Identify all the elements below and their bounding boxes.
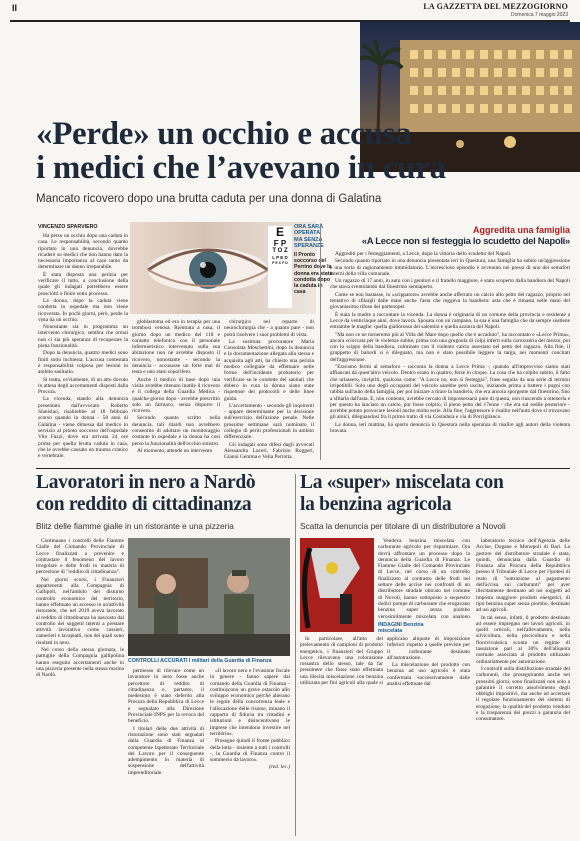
- fuel-nozzle-illustration: [300, 538, 374, 632]
- top-story-byline: VINCENZO SPARVIERO: [38, 224, 98, 230]
- nardo-headline-line1: Lavoratori in nero a Nardò: [36, 472, 256, 493]
- guardia-finanza-photo: [128, 538, 290, 656]
- side-story-body: Aggrediti per i festeggiamenti, a Lecce, dopo la vittoria dello scudetto del Napoli. Secondo quanto riportato in una denuncia presentata ieri in Questura, una famiglia ha subito un'aggressione e una sorta di ragionamento intimidatorio. L'increscioso episodio è avvenuto nei pressi di uno dei semafori interni della villa comunale. Un ragazzo di 17 anni, in auto con i genitori e il fratello maggiore, è stato scoperto dalla bandiera del Napoli che stava sventolando dal finestrino semiaperto. Come se non bastasse, lo «scippatore» avrebbe anche afferrato un calcio allo petto del ragazzo, proprio nel tentativo di sfilargli dalle mani anche l'asta che reggeva la bandiera: asta che è rimasta nelle mani del giovanissimo tifoso dei partenopei. È stata la madre a raccontare la vicenda. La donna è originaria di un comune della provincia e residente a Lecce da venticinque anni, dove lavora. Sposata con un campano, la sua è una famiglia che da sempre sostiene entrambe le maglie: quella giallorossa dei salentini e quella azzurra del Napoli. "Ma non ce ne torneremo più al Villa del Mare dopo quello che è accaduto", ha raccontato e «Lecce Prima», ancora scioccata per le violenze subite, prima con una grugnola di colpi inferti sulla carrozzeria del mezzo, poi con lo scippo della bandiera, culminato con il violento calcio assestato nel petto del ragazzo. Alla fine, il gruppetto di balordi si è dileguato, ma non è stato possibile leggere la targa, nei momenti concitati dell'aggressione. "Eravamo fermi al semaforo - racconta la donna a Lecce Prima -, quando all'improvviso siamo stati affiancati da quest'altro veicolo. Dentro erano in quattro, forse in cinque. La cosa che ha colpito subito, il fatto che urlassero, invipriti, qualcosa come: "A Lecce no, non si festeggia", frase seguita da una serie di termini irripetibili. Solo uno degli occupanti del veicolo sarebbe però uscito, iniziando prima a battere i pugni con rabbia sull'auto della famiglia, per poi iniziare a tirare la bandiera, che era ancora sporgente dal finestrino, fino a sfilarla dall'asta. E, non contento, avrebbe cercato di impossessarsi pure di questa, non riuscendo a ottenerla e per questo ha lanciato un calcio, pur fosse colpito, il pieno petto del 17enne - che era sul sedile posteriore - avrebbe potuto provocare lesioni anche molto serie. Alla fine, l'aggressore è risalito nell'auto dove si trovavano gli amici, dileguandosi fra il primo tratto di via Costadura e via di Porciglianco. La donna, ieri mattina, ha sporto denuncia in Questura nella speranza di risalire agli autori della violenta bravata.: [330, 251, 570, 435]
- benzina-headline-line2: la benzina agricola: [300, 494, 452, 515]
- top-story-headline-line2: i medici che l’avevano in cura: [36, 150, 446, 186]
- top-story-column-1: Ha perso un occhio dopo una caduta in casa. Le responsabilità, secondo quanto riportato in una denuncia, dovrebbe ricadere su medici che non hanno dato la necessaria importanza al caso tanto da determinare un danno irreparabile. È stata disposta una perizia per verificare il tutto, a conclusione della quale gli indagati potrebbero essere prosciolti o finire sotto processo. La donna, dopo la caduta viene condotta in ospedale ma non viene ricoverata. In pochi giorni, però, perde la vista da un occhio. Nonostante sia in programma un intervento chirurgico, sembra che ormai non ci sia più speranza di recuperare la piena funzionalità. Dopo la denuncia, quattro medici sono finiti sotto inchiesta. L'accusa contestata è responsabilità colposa per lesioni in ambito sanitario. Si tratta, ovviamente, di un atto dovuto in attesa degli accertamenti disposti dalla Procura. La vicenda, stando alla denuncia presentata dall'avvocato Roberto Stanislao, risalirebbe al 18 febbraio scorso quando la donna - 58 anni di Galatina - viene dimessa dal medico in servizio al pronto soccorso dell'ospedale Vito Fazzi, dove era arrivata 24 ore prima per quella brutta caduta in casa, che le avrebbe causato un trauma cranico e vertebrale.: [38, 233, 128, 459]
- side-story-kicker: Aggredita una famiglia: [472, 225, 570, 235]
- top-story-column-2: globlastoma ed era in terapia per una trombosi venosa. Rientrata a casa, il giorno dopo un medico del 118 e contatto telefonico con il personale infermieristico intervenuto sulla sua abitazione non ne avrebbe disposto il ricovero, nonostante - secondo la denuncia - accusasse un forte mal di testa e uno stato soporifero. Anche il medico di base dopo una visita avrebbe ritenuto inutile il ricovero e il collega della Guardia Medica - qualche giorno dopo - avrebbe prescritto solo un farmaco, senza disporre il ricovero. Secondo quanto scritto nella denuncia, tali ritardi non avrebbero consentito di adottare un monitoraggio costante in ospedale e la donna ha così perso la funzionalità dell'occhio sinistro. Al momento, attende un intervento: [132, 319, 220, 454]
- nardo-subheadline: Blitz delle fiamme gialle in un ristorante e una pizzeria: [36, 521, 234, 531]
- nardo-column-3: «Il lavoro nero e l'evasione fiscale in genere - fanno sapere dal comando della Guardia di Finanza - costituiscono un grave ostacolo allo sviluppo economico perché alterano le regole della concorrenza leale e l'allocazione delle risorse, minano il rapporto di fiducia tra cittadini e istituzioni e disincentivano le imprese che intendono investire nel territorio». Prosegue quindi il fronte pubblico della lotta - insieme a tutti i controlli -, la Guardia di Finanza contro il sommerso da lavoro». (red. lec.): [210, 668, 290, 771]
- benzina-subheadline: Scatta la denuncia per titolare di un distributore a Novoli: [300, 521, 506, 531]
- photo-caption-kicker: ORA SARÀ OPERATA MA SENZA SPERANZE: [294, 224, 324, 250]
- benzina-column-1: Vendeva benzina miscelata con carburante agricolo per risparmiare. Ora dovrà affrontare un processo dopo la denuncia della Guardia di Finanza. Le Fiamme Gialle del Comando Provinciale di Lecce, nel corso di un controllo finalizzato al contrasto delle frodi nel settore delle accise nei confronti di un distributore stradale ubicato nel comune di Novoli, hanno sottoposto a sequestro dodici pompe di carburante che erogavano benzina super senza piombo verosimilmente miscelata con analogo: [378, 538, 470, 618]
- fuel-pump-photo: [300, 538, 374, 632]
- benzina-column-1b: In particolare, all'atto del prelevamento di campioni di prodotto energetico, i finanzieri del Gruppo Lecce rilevavano una colorazione rossastra dello stesso, tale da far presumere che fosse stato effettuata una illecita miscelazione con benzina utilizzata per fini agricoli alla quale si applicano aliquote di imposizione inferiori rispetto a quelle previste per il carburante destinato all'autotrazione. La miscelazione del prodotto con benzina ad uso agricolo è stata confermata successivamente dalle analisi effettuate dal: [300, 636, 470, 688]
- nardo-headline-line2: con reddito di cittadinanza: [36, 494, 252, 515]
- paper-name: LA GAZZETTA DEL MEZZOGIORNO: [423, 2, 568, 11]
- top-story-headline-line1: «Perde» un occhio e accusa: [36, 116, 412, 152]
- section-divider: [36, 468, 570, 469]
- eye-chart: E F P T O Z L P E D P E C F D: [268, 226, 292, 308]
- top-story-subheadline: Mancato ricovero dopo una brutta caduta per una donna di Galatina: [36, 193, 382, 205]
- officers-illustration: [128, 538, 290, 656]
- date-line: Domenica 7 maggio 2023: [511, 12, 568, 18]
- top-story-column-3: chirurgico nel reparto di neurochirurgia che - a quanto pare - non potrà risolvere i suoi problemi di vista. La sostituta procuratore Maria Consolata Moschettini, dopo la denuncia e la documentazione allegata alla stessa e acquisita agli atti, ha chiesto una perizia medico collegiale da effettuare nelle forme dell'incidente probatorio per verificare se le condotte dei sanitari che ebbero in cura la donna siano state rispettose dei protocolli e delle linee guida. L'accertamento - secondo gli inquirenti - appare determinante per la decisione sull'esercizio dell'azione penale. Nelle prossime settimane sarà nominato il collegio di periti professionali in ambito differenziale. Gli indagati sono difesi dagli avvocati Alessandra Luceri, Fabrizio Ruggeri, Gianni Gemma e Velia Perrotta.: [224, 319, 314, 459]
- side-story-divider: [320, 224, 321, 460]
- bottom-column-divider: [295, 474, 296, 836]
- page-number: II: [12, 3, 18, 13]
- nardo-column-2: permesso di rilevare come un lavoratore in nero fosse anche percettore di reddito di cittadinanza e, pertanto, il medesimo è stato deferito alla Procura della Repubblica di Lecce e segnalato alla Direzione Provinciale INPS per la revoca del beneficio. I titolari delle due attività di ristorazione sono stati segnalati dalla Guardia di Finanza al competente Ispettorato Territoriale del Lavoro per il conseguente adempimento in materia di sospensione dell'attività imprenditoriale.: [128, 668, 204, 776]
- nardo-photo-caption: CONTROLLI ACCURATI I militari della Guardia di Finanza: [128, 658, 272, 664]
- benzina-photo-caption: INDAGINI Benzina miscelata: [378, 622, 424, 634]
- nardo-column-1: Continuano i controlli delle Fiamme Gialle del Comando Provinciale di Lecce finalizzati a prevenire e contrastare il fenomeno del lavoro irregolare e delle frodi in materia di percezione di "reddito di cittadinanza". Nei giorni scorsi, i Finanzieri appartenenti alla Compagnia di Gallipoli, nell'ambito del disturno controllo economico del territorio, hanno effettuato un accesso in un'attività ristorante, che nel 2019 aveva lavorato al reddito di cittadinanza ha nascosto dal controllo dei soggetti intenti a prestare attività lavorativa come cassieri, camerieri e lavapiatti, non dei quali sono risultati in nero. Nel corso della stessa giornata, le pattuglie della Compagnia gallipolina hanno eseguito accertamenti anche in una pizzeria presente nella stessa marina di Nardò.: [36, 538, 124, 679]
- photo-caption-text: Il Pronto soccorso del Perrino dove la donna era stata condotta dopo la caduta in casa: [294, 252, 333, 296]
- benzina-column-2: laboratorio tecnico dell'Agenzia delle Accise, Dogane e Monopoli di Bari. La gestore del distributore stradale è stata, quindi, denunciata dalla Guardia di Finanza alla Procura della Repubblica presso il Tribunale di Lecce per l'ipotesi di reato di "sottrazione al pagamento dell'accisa sui carburanti" per aver illecitamente destinato ad usi soggetti ad imposta maggiore prodotti energetici, di tipo benzina super senza piombo, destinato ad usi agricoli. In tal senso, infatti, il prodotto destinato ad essere impiegato nei lavori agricoli, in quelli orticoli, nell'allevamento, nella silvicoltura, nella piscicoltura e nella florovivaistica sconta un regime di tassazione pari al 30% dell'aliquota normale associata al prodotto utilizzato ordinariamente per autotrazione. I controlli sulla distribuzione stradale dei carburanti, che proseguiranno anche nei prossimi giorni, sono finalizzati non solo a garantire il corretto assolvimento degli obblighi impositivi, ma anche ad accertare il regolare funzionamento dei sistemi di erogazione, la qualità del prodotto venduto e la trasparenza dei prezzi a garanzia del consumatore.: [476, 538, 570, 723]
- side-story-headline: «A Lecce non si festeggia lo scudetto del Napoli»: [361, 236, 570, 247]
- benzina-headline-line1: La «super» miscelata con: [300, 472, 504, 493]
